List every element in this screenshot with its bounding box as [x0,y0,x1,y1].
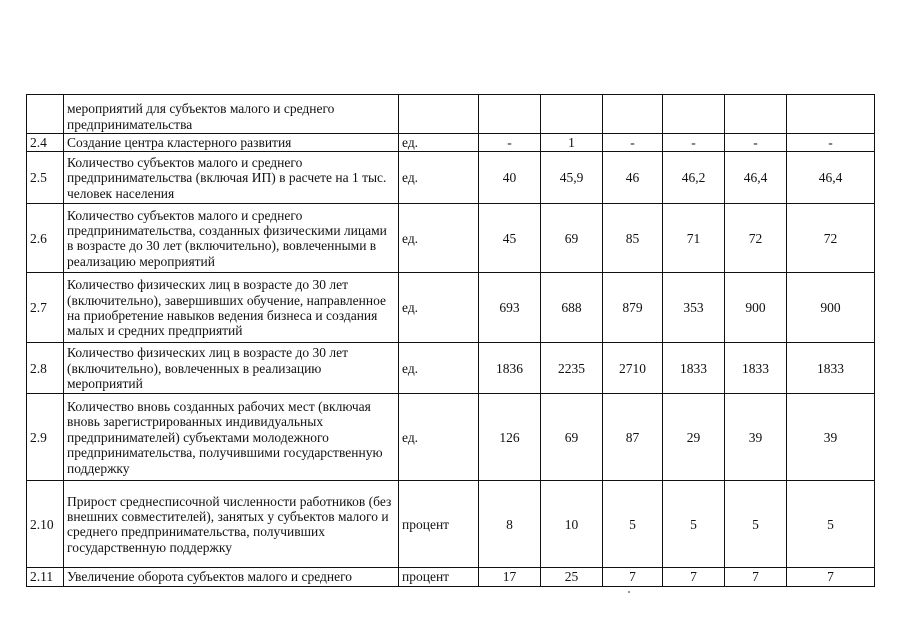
unit-cell: процент [399,568,479,586]
value-cell: - [663,134,725,152]
value-cell: 72 [787,204,875,273]
row-number: 2.8 [27,343,64,394]
value-cell: 7 [663,568,725,586]
indicator-name: Количество физических лиц в возрасте до 30 лет (включительно), завершивших обучение, направленное на приобретение навыков ведения бизнеса и создания малых и средних предприятий [64,273,399,343]
table-row [27,273,875,343]
value-cell [603,95,663,134]
table-row [27,394,875,481]
value-cell: 1836 [479,343,541,394]
row-number [27,95,64,134]
value-cell: 2235 [541,343,603,394]
value-cell: 8 [479,481,541,568]
value-cell: 5 [603,481,663,568]
unit-cell: ед. [399,343,479,394]
table-body [27,95,875,587]
indicator-name: мероприятий для субъектов малого и среднего предпринимательства [64,95,399,134]
table-row [27,481,875,568]
scan-speck [628,591,630,593]
value-cell: 5 [787,481,875,568]
row-number: 2.4 [27,134,64,152]
unit-cell: ед. [399,134,479,152]
indicator-name: Увеличение оборота субъектов малого и среднего [64,568,399,586]
value-cell: 40 [479,152,541,204]
table-row [27,568,875,586]
value-cell: 1 [541,134,603,152]
value-cell: 17 [479,568,541,586]
indicator-name: Количество вновь созданных рабочих мест (включая вновь зарегистрированных индивидуальных предпринимателей) субъектами молодежного предпринимательства, получившими государственную поддержку [64,394,399,481]
value-cell: 71 [663,204,725,273]
indicator-name: Создание центра кластерного развития [64,134,399,152]
indicator-name: Прирост среднесписочной численности работников (без внешних совместителей), занятых у субъектов малого и среднего предпринимательства, получивших государственную поддержку [64,481,399,568]
value-cell: 5 [725,481,787,568]
value-cell [725,95,787,134]
value-cell: 46,2 [663,152,725,204]
value-cell: 87 [603,394,663,481]
value-cell: 10 [541,481,603,568]
value-cell: 69 [541,394,603,481]
value-cell: 45,9 [541,152,603,204]
table-row [27,343,875,394]
value-cell [541,95,603,134]
value-cell: 900 [787,273,875,343]
row-number: 2.6 [27,204,64,273]
unit-cell: процент [399,481,479,568]
table-row [27,95,875,134]
value-cell: 39 [787,394,875,481]
value-cell: 72 [725,204,787,273]
table-row [27,134,875,152]
value-cell: 39 [725,394,787,481]
row-number: 2.9 [27,394,64,481]
value-cell: 879 [603,273,663,343]
value-cell: - [479,134,541,152]
row-number: 2.7 [27,273,64,343]
value-cell: - [603,134,663,152]
value-cell: 126 [479,394,541,481]
unit-cell [399,95,479,134]
value-cell: 900 [725,273,787,343]
value-cell: 85 [603,204,663,273]
indicator-name: Количество субъектов малого и среднего предпринимательства (включая ИП) в расчете на 1 тыс. человек населения [64,152,399,204]
row-number: 2.10 [27,481,64,568]
value-cell [663,95,725,134]
value-cell: 1833 [787,343,875,394]
value-cell: 5 [663,481,725,568]
value-cell: 7 [603,568,663,586]
value-cell: 1833 [663,343,725,394]
value-cell: 2710 [603,343,663,394]
value-cell [479,95,541,134]
value-cell: 29 [663,394,725,481]
value-cell: - [725,134,787,152]
value-cell: 46,4 [725,152,787,204]
value-cell: 353 [663,273,725,343]
unit-cell: ед. [399,394,479,481]
row-number: 2.5 [27,152,64,204]
value-cell: 25 [541,568,603,586]
value-cell: 7 [787,568,875,586]
value-cell: - [787,134,875,152]
value-cell: 69 [541,204,603,273]
value-cell: 46,4 [787,152,875,204]
unit-cell: ед. [399,273,479,343]
value-cell: 7 [725,568,787,586]
value-cell [787,95,875,134]
indicator-name: Количество физических лиц в возрасте до 30 лет (включительно), вовлеченных в реализацию мероприятий [64,343,399,394]
table-row [27,204,875,273]
value-cell: 46 [603,152,663,204]
value-cell: 45 [479,204,541,273]
table-row [27,152,875,204]
indicator-name: Количество субъектов малого и среднего предпринимательства, созданных физическими лицами в возрасте до 30 лет (включительно), вовлеченными в реализацию мероприятий [64,204,399,273]
value-cell: 1833 [725,343,787,394]
indicators-table [26,94,875,587]
value-cell: 693 [479,273,541,343]
value-cell: 688 [541,273,603,343]
unit-cell: ед. [399,152,479,204]
row-number: 2.11 [27,568,64,586]
unit-cell: ед. [399,204,479,273]
